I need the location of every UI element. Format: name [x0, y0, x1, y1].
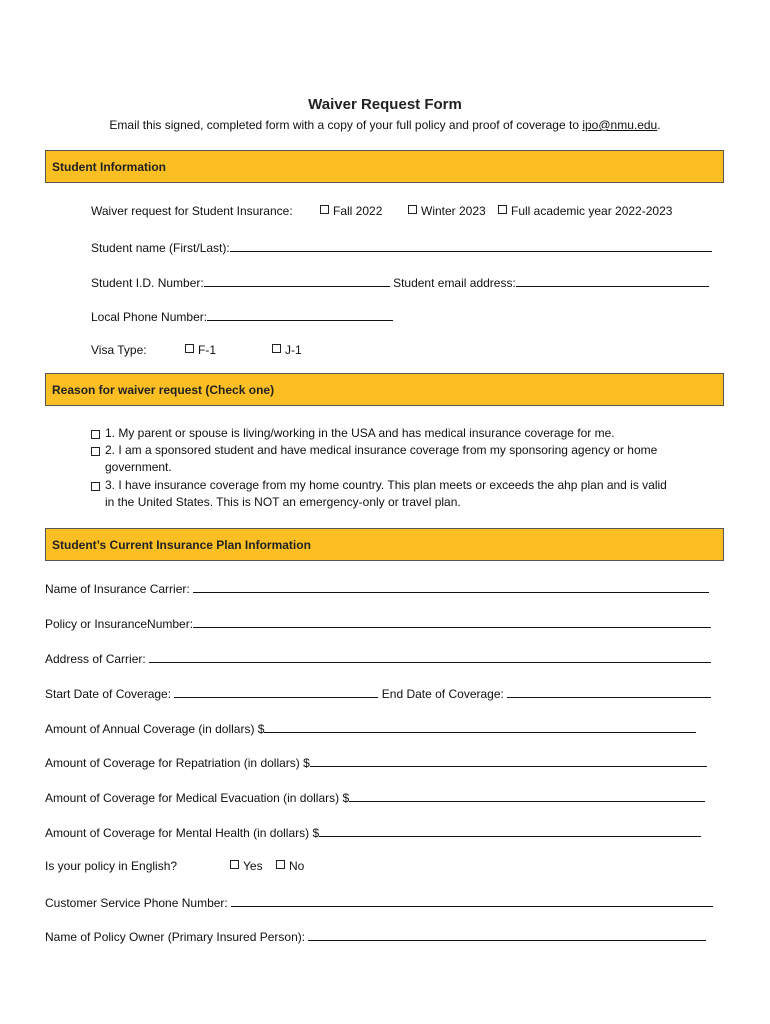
repatriation-row: [45, 754, 707, 770]
term-option-full-year[interactable]: [498, 204, 672, 218]
visa-row: [91, 343, 147, 357]
evacuation-field[interactable]: [349, 789, 705, 802]
carrier-row: [45, 580, 709, 596]
annual-coverage-row: [45, 720, 696, 736]
english-option-no[interactable]: [276, 859, 304, 873]
student-email-field[interactable]: [516, 274, 709, 287]
policy-row: [45, 615, 711, 631]
term-winter-label: Winter 2023: [421, 204, 486, 218]
phone-label: Local Phone Number:: [91, 310, 208, 324]
checkbox-f1[interactable]: [185, 344, 194, 353]
policy-label: Policy or InsuranceNumber:: [45, 617, 194, 631]
email-link[interactable]: ipo@nmu.edu: [582, 118, 658, 132]
visa-j1-label: J-1: [285, 343, 302, 357]
visa-option-j1[interactable]: [272, 343, 302, 357]
english-row: [45, 859, 177, 873]
section-header-insurance: Student’s Current Insurance Plan Information: [45, 528, 724, 561]
end-date-field[interactable]: [507, 685, 711, 698]
checkbox-fall[interactable]: [320, 205, 329, 214]
policy-owner-row: [45, 928, 706, 944]
reason-option-3-text: 3. I have insurance coverage from my home country. This plan meets or exceeds the ahp plan and is valid in the United States. This is NOT an emergency-only or travel plan.: [105, 478, 667, 509]
yes-label: Yes: [243, 859, 263, 873]
address-label: Address of Carrier:: [45, 652, 146, 666]
mental-health-row: [45, 824, 701, 840]
visa-f1-label: F-1: [198, 343, 216, 357]
waiver-term-row: [91, 204, 293, 218]
student-name-field[interactable]: [230, 239, 712, 252]
english-option-yes[interactable]: [230, 859, 263, 873]
checkbox-no[interactable]: [276, 860, 285, 869]
repatriation-field[interactable]: [310, 754, 707, 767]
checkbox-yes[interactable]: [230, 860, 239, 869]
section-header-reason: Reason for waiver request (Check one): [45, 373, 724, 406]
address-field[interactable]: [149, 650, 711, 663]
annual-coverage-label: Amount of Annual Coverage (in dollars) $: [45, 722, 265, 736]
policy-field[interactable]: [193, 615, 711, 628]
term-option-winter[interactable]: [408, 204, 486, 218]
instructions-text: Email this signed, completed form with a copy of your full policy and proof of coverage to: [109, 118, 583, 132]
term-full-label: Full academic year 2022-2023: [511, 204, 673, 218]
term-option-fall[interactable]: [320, 204, 382, 218]
checkbox-reason-3[interactable]: [91, 482, 100, 491]
mental-health-field[interactable]: [319, 824, 701, 837]
student-id-label: Student I.D. Number:: [91, 276, 204, 290]
checkbox-full-year[interactable]: [498, 205, 507, 214]
student-name-label: Student name (First/Last):: [91, 241, 230, 255]
policy-owner-label: Name of Policy Owner (Primary Insured Person):: [45, 930, 306, 944]
carrier-field[interactable]: [193, 580, 709, 593]
evacuation-row: [45, 789, 705, 805]
waiver-term-label: Waiver request for Student Insurance:: [91, 204, 293, 218]
end-date-label: End Date of Coverage:: [381, 687, 504, 701]
english-label: Is your policy in English?: [45, 859, 178, 873]
annual-coverage-field[interactable]: [264, 720, 696, 733]
policy-owner-field[interactable]: [308, 928, 706, 941]
visa-label: Visa Type:: [91, 343, 147, 357]
address-row: [45, 650, 711, 666]
form-instructions: [0, 118, 770, 132]
student-id-field[interactable]: [204, 274, 390, 287]
evacuation-label: Amount of Coverage for Medical Evacuation (in dollars) $: [45, 791, 350, 805]
carrier-label: Name of Insurance Carrier:: [45, 582, 190, 596]
student-name-row: [91, 239, 712, 255]
no-label: No: [289, 859, 305, 873]
service-phone-label: Customer Service Phone Number:: [45, 896, 228, 910]
student-id-row: [91, 274, 709, 290]
checkbox-j1[interactable]: [272, 344, 281, 353]
checkbox-winter[interactable]: [408, 205, 417, 214]
phone-row: [91, 308, 393, 324]
term-fall-label: Fall 2022: [333, 204, 383, 218]
checkbox-reason-2[interactable]: [91, 447, 100, 456]
student-email-label: Student email address:: [393, 276, 516, 290]
form-title: Waiver Request Form: [308, 96, 462, 113]
checkbox-reason-1[interactable]: [91, 430, 100, 439]
service-phone-field[interactable]: [231, 894, 713, 907]
instructions-end: .: [657, 118, 661, 132]
visa-option-f1[interactable]: [185, 343, 216, 357]
service-phone-row: [45, 894, 713, 910]
section-header-student-info: Student Information: [45, 150, 724, 183]
start-date-label: Start Date of Coverage:: [45, 687, 172, 701]
coverage-dates-row: [45, 685, 711, 701]
repatriation-label: Amount of Coverage for Repatriation (in dollars) $: [45, 756, 310, 770]
reason-option-1-text: 1. My parent or spouse is living/working in the USA and has medical insurance coverage for me.: [105, 426, 615, 440]
start-date-field[interactable]: [174, 685, 378, 698]
phone-field[interactable]: [207, 308, 393, 321]
reason-option-2-text: 2. I am a sponsored student and have medical insurance coverage from my sponsoring agency or home government.: [105, 443, 658, 474]
mental-health-label: Amount of Coverage for Mental Health (in dollars) $: [45, 826, 320, 840]
